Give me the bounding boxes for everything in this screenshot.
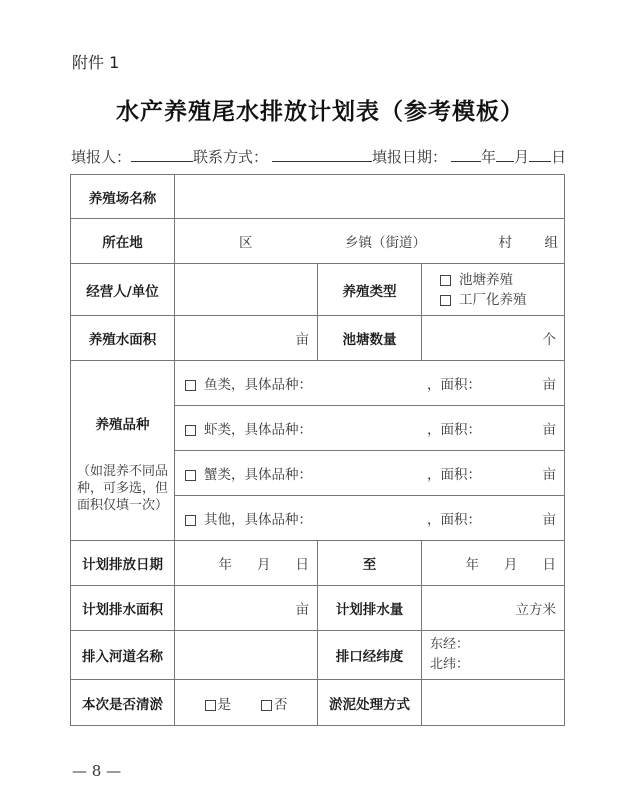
species-row-shrimp[interactable] <box>175 406 565 451</box>
pond-count-label: 池塘数量 <box>318 316 422 361</box>
outlet-coords-label: 排口经纬度 <box>318 631 422 680</box>
discharge-volume-label: 计划排水量 <box>318 586 422 631</box>
checkbox-icon[interactable] <box>185 380 196 391</box>
discharge-area-label: 计划排水面积 <box>71 586 175 631</box>
species-row-fish[interactable] <box>175 361 565 406</box>
option-label: 池塘养殖 <box>459 271 513 288</box>
year-label: 年 <box>465 557 480 573</box>
pond-count-field[interactable] <box>422 316 565 361</box>
location-field[interactable] <box>175 219 565 264</box>
area-label: ，面积： <box>427 467 481 483</box>
day-label: 日 <box>295 557 309 573</box>
operator-label: 经营人/单位 <box>71 264 175 316</box>
species-row-other[interactable] <box>175 496 565 541</box>
plan-form-table <box>70 174 565 726</box>
checkbox-icon[interactable] <box>440 295 451 306</box>
outlet-coords-field[interactable] <box>422 631 565 680</box>
water-area-field[interactable] <box>175 316 318 361</box>
unit-mu: 亩 <box>295 332 309 348</box>
species-category: 虾类，具体品种： <box>204 422 312 438</box>
checkbox-icon[interactable] <box>185 425 196 436</box>
page-title: 水产养殖尾水排放计划表（参考模板） <box>116 99 524 125</box>
day-label: 日 <box>542 557 557 573</box>
option-yes[interactable] <box>205 693 232 713</box>
group-unit: 组 <box>544 235 558 251</box>
unit-mu: 亩 <box>542 467 557 483</box>
dredging-label: 本次是否清淤 <box>71 680 175 726</box>
unit-mu: 亩 <box>542 377 557 393</box>
town-unit: 乡镇（街道） <box>345 235 426 251</box>
river-name-label: 排入河道名称 <box>71 631 175 680</box>
year-label: 年 <box>218 557 232 573</box>
year-label: 年 <box>481 148 497 166</box>
discharge-start-date-field[interactable] <box>175 541 318 586</box>
discharge-volume-field[interactable] <box>422 586 565 631</box>
to-label: 至 <box>318 541 422 586</box>
attachment-label: 附件 1 <box>72 53 120 72</box>
operator-field[interactable] <box>175 264 318 316</box>
species-label-cell <box>71 361 175 541</box>
district-unit: 区 <box>239 235 253 251</box>
sludge-method-label: 淤泥处理方式 <box>318 680 422 726</box>
month-label: 月 <box>514 148 530 166</box>
discharge-area-field[interactable] <box>175 586 318 631</box>
dredging-options <box>175 680 318 726</box>
farming-type-label: 养殖类型 <box>318 264 422 316</box>
unit-mu: 亩 <box>542 422 557 438</box>
discharge-date-label: 计划排放日期 <box>71 541 175 586</box>
unit-ge: 个 <box>542 332 557 348</box>
species-category: 鱼类，具体品种： <box>204 377 312 393</box>
option-pond-farming[interactable] <box>422 270 564 290</box>
checkbox-icon[interactable] <box>205 700 216 711</box>
checkbox-icon[interactable] <box>261 700 272 711</box>
reporter-label: 填报人： <box>71 148 132 166</box>
reporter-field[interactable] <box>131 147 193 162</box>
farming-type-options <box>422 264 565 316</box>
sludge-method-field[interactable] <box>422 680 565 726</box>
unit-mu: 亩 <box>295 602 309 618</box>
contact-label: 联系方式： <box>193 148 269 166</box>
checkbox-icon[interactable] <box>440 275 451 286</box>
species-note: （如混养不同品种，可多选，但面积仅填一次） <box>76 464 168 513</box>
date-label: 填报日期： <box>372 148 448 166</box>
latitude-label: 北纬： <box>430 657 470 672</box>
option-label: 否 <box>274 696 288 713</box>
month-field[interactable] <box>496 147 514 162</box>
longitude-label: 东经： <box>430 637 470 652</box>
month-label: 月 <box>257 557 271 573</box>
year-field[interactable] <box>451 147 481 162</box>
checkbox-icon[interactable] <box>185 470 196 481</box>
area-label: ，面积： <box>427 422 481 438</box>
option-factory-farming[interactable] <box>422 290 564 310</box>
page-number: — 8 — <box>72 762 122 780</box>
river-name-field[interactable] <box>175 631 318 680</box>
contact-field[interactable] <box>272 147 372 162</box>
species-label: 养殖品种 <box>95 417 150 433</box>
area-label: ，面积： <box>427 512 481 528</box>
month-label: 月 <box>504 557 518 573</box>
checkbox-icon[interactable] <box>185 515 196 526</box>
option-no[interactable] <box>261 693 288 713</box>
unit-mu: 亩 <box>542 512 557 528</box>
unit-cubic-meter: 立方米 <box>515 602 557 618</box>
option-label: 是 <box>217 696 231 713</box>
village-unit: 村 <box>498 235 512 251</box>
farm-name-label: 养殖场名称 <box>71 175 175 219</box>
discharge-end-date-field[interactable] <box>422 541 565 586</box>
option-label: 工厂化养殖 <box>459 291 527 308</box>
area-label: ，面积： <box>427 377 481 393</box>
reporter-line <box>71 146 566 167</box>
farm-name-field[interactable] <box>175 175 565 219</box>
day-field[interactable] <box>529 147 551 162</box>
water-area-label: 养殖水面积 <box>71 316 175 361</box>
day-label: 日 <box>551 148 567 166</box>
location-label: 所在地 <box>71 219 175 264</box>
species-category: 其他，具体品种： <box>204 512 312 528</box>
species-row-crab[interactable] <box>175 451 565 496</box>
species-category: 蟹类，具体品种： <box>204 467 312 483</box>
